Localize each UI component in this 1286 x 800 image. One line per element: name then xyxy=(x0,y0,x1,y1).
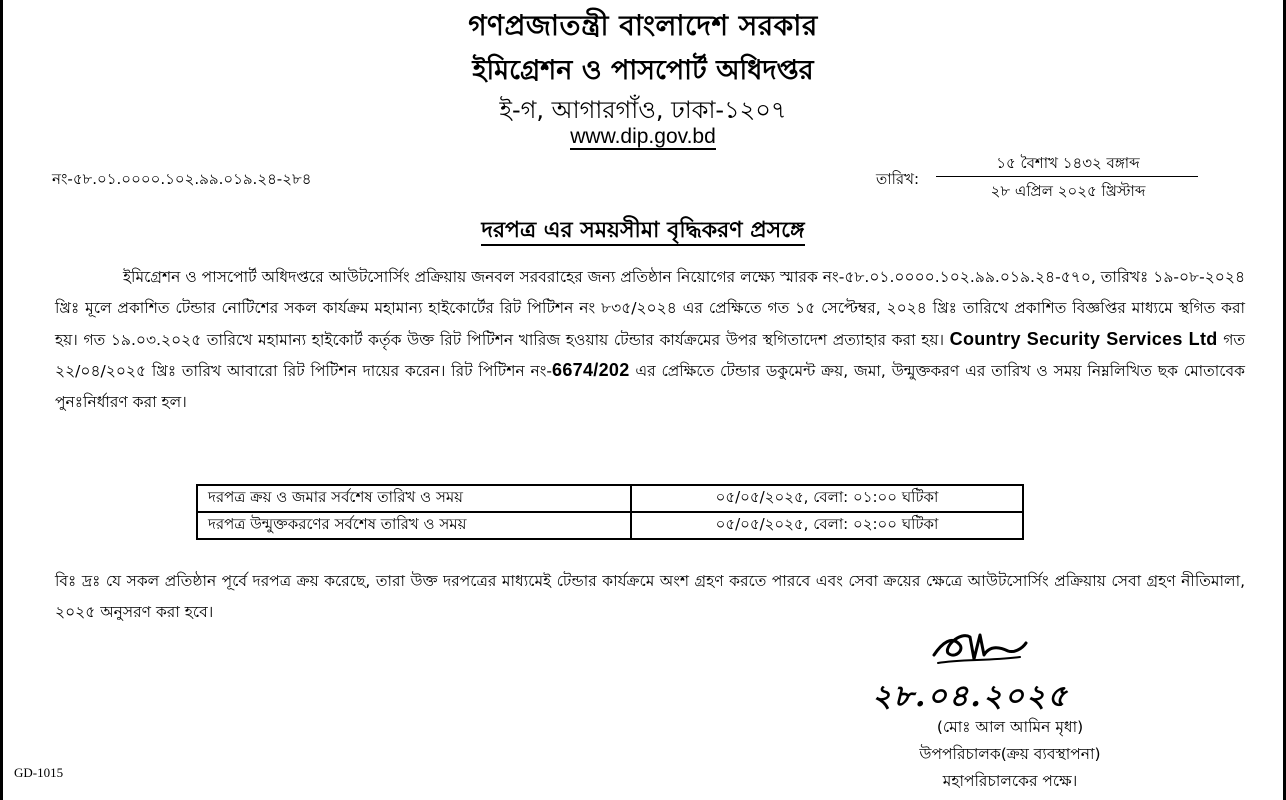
note-text: বিঃ দ্রঃ যে সকল প্রতিষ্ঠান পূর্বে দরপত্র ক্রয় করেছে, তারা উক্ত দরপত্রের মাধ্যমেই টেন্ডার কার্যক্রমে অংশ গ্রহণ করতে পারবে এবং সেবা ক্রয়ের ক্ষেত্রে আউটসোর্সিং প্রক্রিয়ায় সেবা গ্রহণ নীতিমালা, ২০২৫ অনুসরণ করা হবে। xyxy=(55,572,1245,621)
note-paragraph xyxy=(55,566,1245,627)
memo-number: নং-৫৮.০১.০০০০.১০২.৯৯.০১৯.২৪-২৮৪ xyxy=(52,170,312,188)
website-link[interactable] xyxy=(0,125,1286,149)
body-part-3: এর প্রেক্ষিতে টেন্ডার ডকুমেন্ট ক্রয়, জমা, উন্মুক্তকরণ এর তারিখ ও সময় নিম্নলিখিত ছক মোতাবেক পুনঃনির্ধারণ করা হল। xyxy=(55,362,1245,412)
signature-icon xyxy=(930,625,1030,671)
government-title: গণপ্রজাতন্ত্রী বাংলাদেশ সরকার xyxy=(468,9,818,42)
date-bangla: ১৫ বৈশাখ ১৪৩২ বঙ্গাব্দ xyxy=(996,154,1140,172)
schedule-item: দরপত্র উন্মুক্তকরণের সর্বশেষ তারিখ ও সময় xyxy=(197,512,631,539)
signatory-name: (মোঃ আল আমিন মৃধা) xyxy=(936,718,1084,736)
table-row xyxy=(197,485,1023,512)
signatory-on-behalf: মহাপরিচালকের পক্ষে। xyxy=(942,772,1078,790)
website-text[interactable]: www.dip.gov.bd xyxy=(570,125,716,148)
handwritten-date: ২৮.০৪.২০২৫ xyxy=(872,679,1069,714)
company-name: Country Security Services Ltd xyxy=(949,328,1218,349)
subject-line xyxy=(0,213,1286,250)
body-paragraph xyxy=(55,262,1245,418)
body-part-2: গত ২২/০৪/২০২৫ খ্রিঃ তারিখ আবারো রিট পিটিশন দায়ের করেন। রিট পিটিশন নং- xyxy=(55,330,1246,381)
table-row xyxy=(197,512,1023,539)
body-part-1: ইমিগ্রেশন ও পাসপোর্ট অধিদপ্তরে আউটসোর্সিং প্রক্রিয়ায় জনবল সরবরাহের জন্য প্রতিষ্ঠান নিয়োগের লক্ষ্যে স্মারক নং-৫৮.০১.০০০০.১০২.৯৯.০১৯.২৪-৫৭০, তারিখঃ ১৯-০৮-২০২৪ খ্রিঃ মূলে প্রকাশিত টেন্ডার নোটিশের সকল কার্যক্রম মহামান্য হাইকোর্টের রিট পিটিশন নং ৮৩৫/২০২৪ এর প্রেক্ষিতে গত ১৫ সেপ্টেম্বর, ২০২৪ খ্রিঃ তারিখে প্রকাশিত বিজ্ঞপ্তির মাধ্যমে স্থগিত করা হয়। গত ১৯.০৩.২০২৫ তারিখে মহামান্য হাইকোর্ট কর্তৃক উক্ত রিট পিটিশন খারিজ হওয়ায় টেন্ডার কার্যক্রমের উপর স্থগিতাদেশ প্রত্যাহার করা হয়। xyxy=(55,268,1245,349)
schedule-item: দরপত্র ক্রয় ও জমার সর্বশেষ তারিখ ও সময় xyxy=(197,485,631,512)
date-label: তারিখ: xyxy=(876,170,920,188)
department-title: ইমিগ্রেশন ও পাসপোর্ট অধিদপ্তর xyxy=(472,55,814,86)
document-code: GD-1015 xyxy=(14,765,64,780)
schedule-datetime: ০৫/০৫/২০২৫, বেলা: ০১:০০ ঘটিকা xyxy=(631,485,1023,512)
subject-text: দরপত্র এর সময়সীমা বৃদ্ধিকরণ প্রসঙ্গে xyxy=(481,218,804,246)
petition-number: 6674/202 xyxy=(552,360,630,381)
schedule-table xyxy=(196,484,1024,540)
date-divider xyxy=(936,176,1198,177)
office-address: ই-গ, আগারগাঁও, ঢাকা-১২০৭ xyxy=(499,96,787,124)
schedule-datetime: ০৫/০৫/২০২৫, বেলা: ০২:০০ ঘটিকা xyxy=(631,512,1023,539)
signatory-designation: উপপরিচালক(ক্রয় ব্যবস্থাপনা) xyxy=(919,745,1101,763)
date-english: ২৮ এপ্রিল ২০২৫ খ্রিস্টাব্দ xyxy=(990,182,1146,200)
